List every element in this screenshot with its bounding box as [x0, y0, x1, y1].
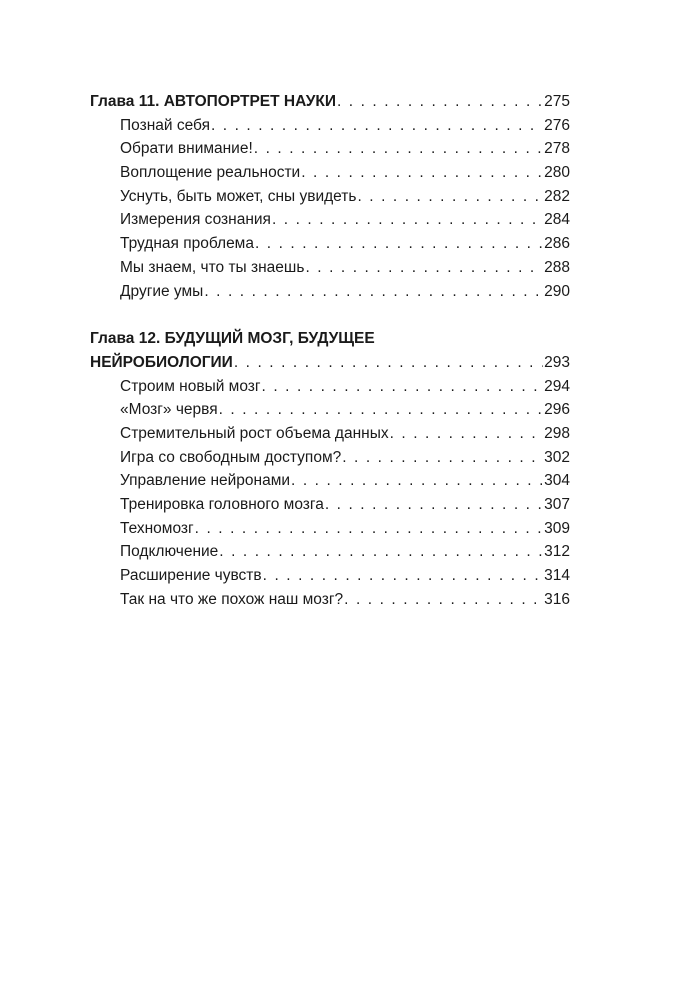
- page-number: 294: [544, 377, 570, 395]
- toc-entry[interactable]: [90, 588, 570, 612]
- toc-entry[interactable]: [90, 185, 570, 209]
- page-number: 304: [544, 472, 570, 490]
- dot-leader: [254, 137, 543, 161]
- entry-label: Воплощение реальности: [120, 164, 301, 182]
- toc-entry[interactable]: [90, 398, 570, 422]
- entry-label: Измерения сознания: [120, 211, 271, 229]
- dot-leader: [342, 446, 543, 470]
- page-number: 282: [544, 187, 570, 205]
- toc-entry[interactable]: [90, 422, 570, 446]
- dot-leader: [195, 517, 543, 541]
- page-number: 284: [544, 211, 570, 229]
- entry-label: Уснуть, быть может, сны увидеть: [120, 187, 357, 205]
- page-number: 307: [544, 496, 570, 513]
- table-of-contents: [90, 90, 570, 635]
- dot-leader: [305, 256, 543, 280]
- toc-entry[interactable]: [90, 375, 570, 399]
- entry-label: Познай себя: [120, 116, 210, 134]
- dot-leader: [291, 469, 543, 493]
- entry-label: «Мозг» червя: [120, 401, 218, 419]
- dot-leader: [219, 398, 544, 422]
- page-number: 290: [544, 282, 570, 300]
- page-number: 296: [544, 401, 570, 419]
- dot-leader: [325, 493, 543, 517]
- dot-leader: [263, 564, 543, 588]
- chapter-title[interactable]: Глава 12. БУДУЩИЙ МОЗГ, БУДУЩЕЕ: [90, 330, 375, 348]
- dot-leader: [357, 185, 543, 209]
- dot-leader: [301, 161, 543, 185]
- toc-entry[interactable]: [90, 493, 570, 517]
- entry-label: Стремительный рост объема данных: [120, 424, 389, 442]
- toc-entry[interactable]: [90, 280, 570, 304]
- dot-leader: [234, 351, 543, 375]
- page-number: 280: [544, 164, 570, 182]
- page-number: 275: [544, 93, 570, 110]
- chapter-title-row[interactable]: [90, 90, 570, 114]
- page-number: 316: [544, 590, 570, 608]
- entry-label: Подключение: [120, 543, 219, 561]
- entry-label: Игра со свободным доступом?: [120, 448, 342, 466]
- toc-entry[interactable]: [90, 446, 570, 470]
- entry-label: Другие умы: [120, 282, 204, 300]
- dot-leader: [219, 540, 543, 564]
- entry-label: Трудная проблема: [120, 235, 254, 253]
- toc-entry[interactable]: [90, 469, 570, 493]
- entry-label: Строим новый мозг: [120, 377, 261, 395]
- entry-label: Обрати внимание!: [120, 140, 253, 158]
- entry-label: Управление нейронами: [120, 472, 291, 490]
- page-number: 302: [544, 448, 570, 466]
- dot-leader: [255, 232, 543, 256]
- page-number: 312: [544, 543, 570, 561]
- page-number: 293: [544, 353, 570, 371]
- page-number: 276: [544, 116, 570, 134]
- dot-leader: [262, 375, 544, 399]
- entry-label: Так на что же похож наш мозг?: [120, 590, 344, 608]
- chapter-title-row[interactable]: [90, 351, 570, 375]
- entry-label: Техномозг: [120, 519, 194, 537]
- entry-label: Расширение чувств: [120, 567, 262, 585]
- toc-entry[interactable]: [90, 540, 570, 564]
- page-number: 278: [544, 140, 570, 158]
- toc-entry[interactable]: [90, 137, 570, 161]
- page-number: 314: [544, 567, 570, 585]
- chapter-title-continued: НЕЙРОБИОЛОГИИ: [90, 353, 233, 371]
- toc-entry[interactable]: [90, 161, 570, 185]
- chapter-11: [90, 90, 570, 303]
- toc-entry[interactable]: [90, 256, 570, 280]
- page-number: 309: [544, 519, 570, 537]
- dot-leader: [344, 588, 543, 612]
- toc-entry[interactable]: [90, 208, 570, 232]
- entry-label: Мы знаем, что ты знаешь: [120, 258, 305, 276]
- dot-leader: [272, 208, 543, 232]
- chapter-title: Глава 11. АВТОПОРТРЕТ НАУКИ: [90, 93, 336, 110]
- toc-entry[interactable]: [90, 232, 570, 256]
- toc-entry[interactable]: [90, 517, 570, 541]
- page-number: 298: [544, 424, 570, 442]
- dot-leader: [204, 280, 543, 304]
- chapter-12: [90, 327, 570, 611]
- entry-label: Тренировка головного мозга: [120, 496, 324, 513]
- toc-entry[interactable]: [90, 564, 570, 588]
- dot-leader: [390, 422, 544, 446]
- dot-leader: [337, 90, 543, 114]
- dot-leader: [211, 114, 543, 138]
- toc-entry[interactable]: [90, 114, 570, 138]
- page-number: 286: [544, 235, 570, 253]
- page-number: 288: [544, 258, 570, 276]
